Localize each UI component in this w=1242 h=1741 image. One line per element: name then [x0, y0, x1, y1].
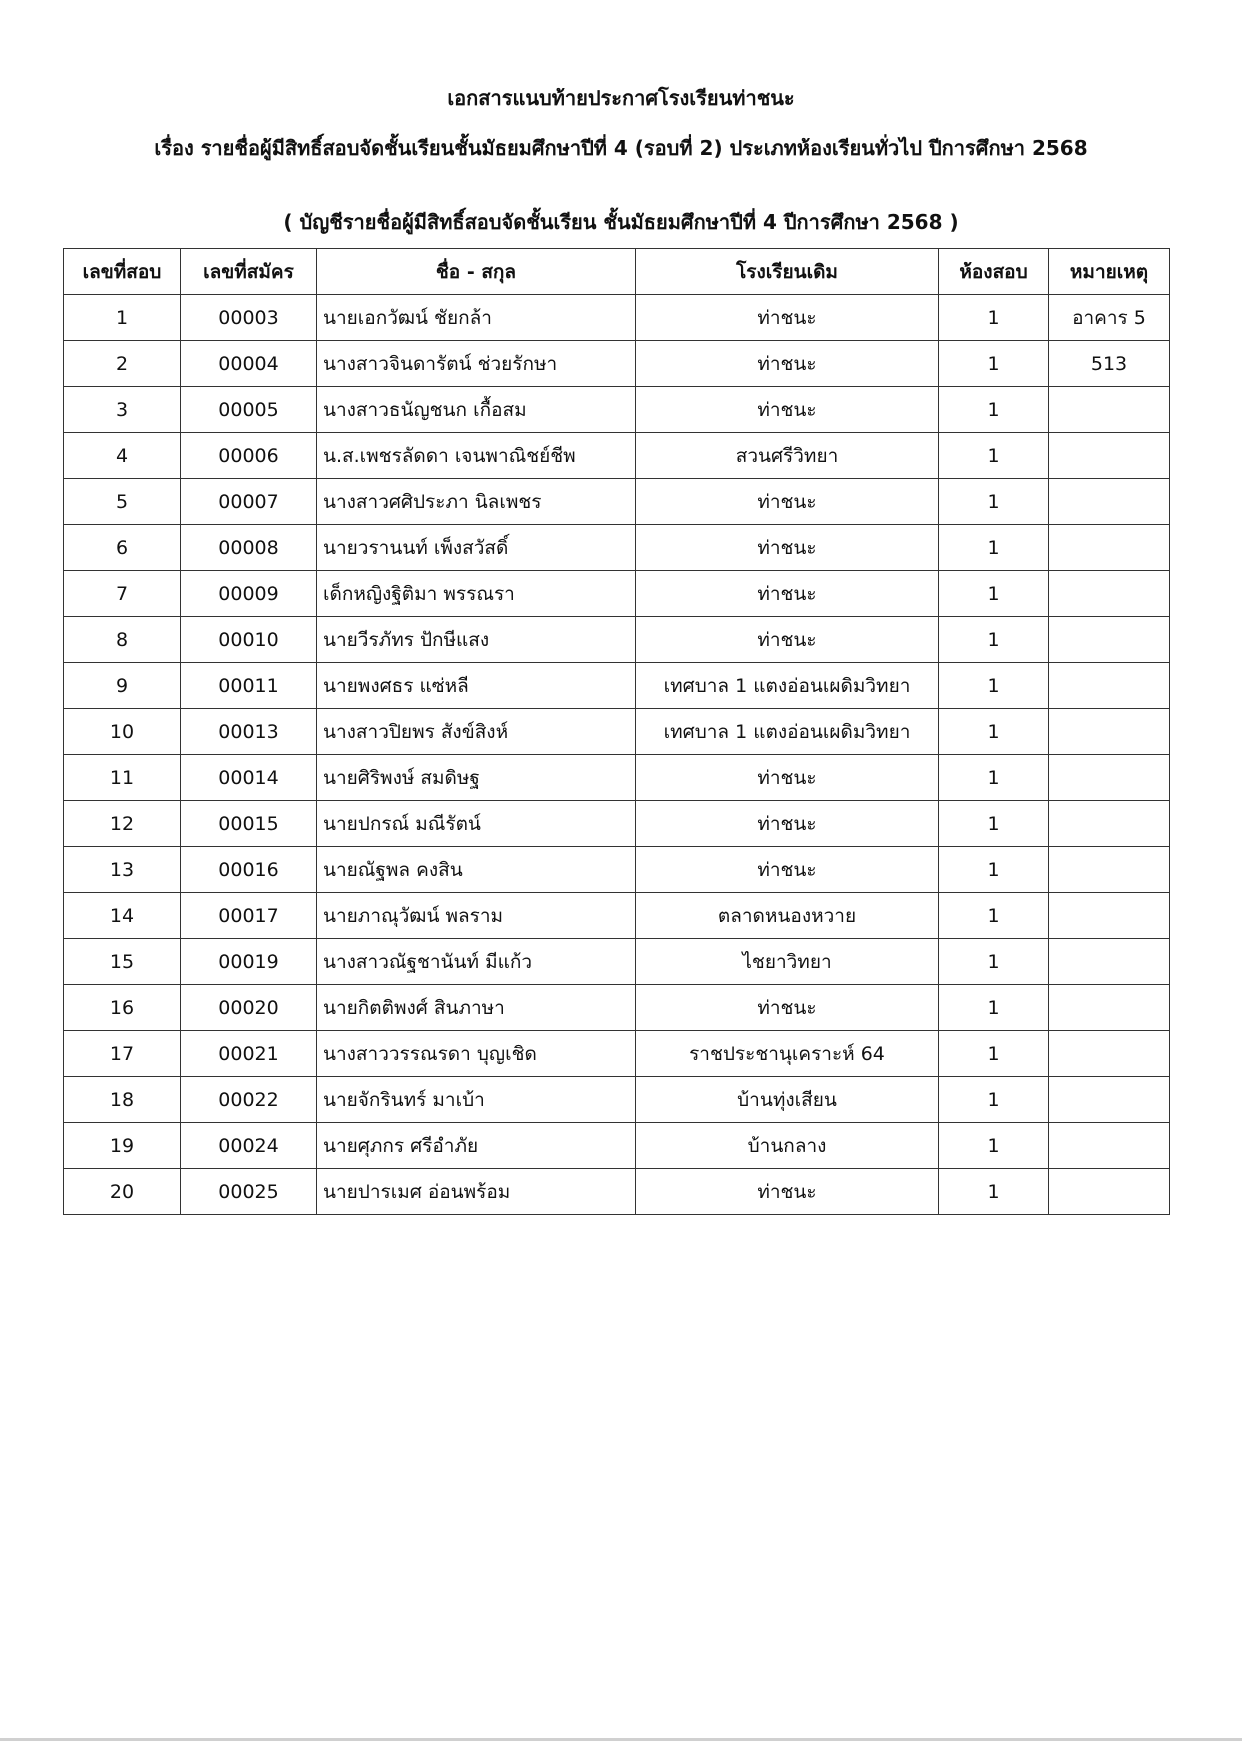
- cell-full-name: นางสาววรรณรดา บุญเชิด: [317, 1031, 636, 1077]
- cell-remarks: [1049, 1077, 1170, 1123]
- column-header-exam-room: ห้องสอบ: [939, 249, 1049, 295]
- cell-application-number: 00010: [181, 617, 317, 663]
- cell-exam-room: 1: [939, 341, 1049, 387]
- cell-exam-room: 1: [939, 1031, 1049, 1077]
- document-header-line2-text: เรื่อง รายชื่อผู้มีสิทธิ์สอบจัดชั้นเรียนชั้นมัธยมศึกษาปีที่ 4 (รอบที่ 2) ประเภทห้องเรียนทั่วไป ปีการศึกษา 2568: [154, 136, 1088, 160]
- column-header-full-name: ชื่อ - สกุล: [317, 249, 636, 295]
- cell-application-number: 00022: [181, 1077, 317, 1123]
- cell-previous-school: ตลาดหนองหวาย: [636, 893, 939, 939]
- cell-previous-school: ท่าชนะ: [636, 479, 939, 525]
- cell-previous-school: ท่าชนะ: [636, 847, 939, 893]
- cell-previous-school: ท่าชนะ: [636, 801, 939, 847]
- cell-exam-number: 12: [64, 801, 181, 847]
- cell-previous-school: ไชยาวิทยา: [636, 939, 939, 985]
- cell-exam-number: 17: [64, 1031, 181, 1077]
- cell-previous-school: เทศบาล 1 แตงอ่อนเผดิมวิทยา: [636, 663, 939, 709]
- cell-remarks: [1049, 1031, 1170, 1077]
- cell-application-number: 00013: [181, 709, 317, 755]
- cell-exam-room: 1: [939, 985, 1049, 1031]
- cell-exam-room: 1: [939, 663, 1049, 709]
- cell-full-name: นางสาวจินดารัตน์ ช่วยรักษา: [317, 341, 636, 387]
- cell-full-name: นายณัฐพล คงสิน: [317, 847, 636, 893]
- table-row: [64, 295, 1170, 341]
- cell-exam-number: 5: [64, 479, 181, 525]
- cell-application-number: 00007: [181, 479, 317, 525]
- cell-application-number: 00009: [181, 571, 317, 617]
- cell-exam-number: 2: [64, 341, 181, 387]
- cell-full-name: นายจักรินทร์ มาเบ้า: [317, 1077, 636, 1123]
- cell-remarks: [1049, 525, 1170, 571]
- cell-exam-number: 9: [64, 663, 181, 709]
- table-row: [64, 1169, 1170, 1215]
- cell-exam-number: 14: [64, 893, 181, 939]
- cell-exam-room: 1: [939, 1077, 1049, 1123]
- table-row: [64, 893, 1170, 939]
- cell-previous-school: ท่าชนะ: [636, 525, 939, 571]
- cell-application-number: 00014: [181, 755, 317, 801]
- cell-full-name: เด็กหญิงฐิติมา พรรณรา: [317, 571, 636, 617]
- cell-previous-school: บ้านกลาง: [636, 1123, 939, 1169]
- table-row: [64, 387, 1170, 433]
- cell-exam-room: 1: [939, 1123, 1049, 1169]
- cell-full-name: นายพงศธร แซ่หลี: [317, 663, 636, 709]
- cell-full-name: น.ส.เพชรลัดดา เจนพาณิชย์ชีพ: [317, 433, 636, 479]
- cell-application-number: 00004: [181, 341, 317, 387]
- cell-application-number: 00015: [181, 801, 317, 847]
- table-row: [64, 663, 1170, 709]
- cell-exam-room: 1: [939, 755, 1049, 801]
- cell-remarks: [1049, 571, 1170, 617]
- column-header-remarks: หมายเหตุ: [1049, 249, 1170, 295]
- cell-application-number: 00006: [181, 433, 317, 479]
- cell-exam-number: 10: [64, 709, 181, 755]
- cell-full-name: นายเอกวัฒน์ ชัยกล้า: [317, 295, 636, 341]
- table-row: [64, 479, 1170, 525]
- cell-full-name: นายวรานนท์ เพ็งสวัสดิ์: [317, 525, 636, 571]
- cell-exam-number: 11: [64, 755, 181, 801]
- cell-remarks: อาคาร 5: [1049, 295, 1170, 341]
- cell-exam-room: 1: [939, 295, 1049, 341]
- column-header-application-number: เลขที่สมัคร: [181, 249, 317, 295]
- cell-full-name: นายวีรภัทร ปักษีแสง: [317, 617, 636, 663]
- table-row: [64, 341, 1170, 387]
- cell-full-name: นางสาวณัฐชานันท์ มีแก้ว: [317, 939, 636, 985]
- cell-remarks: [1049, 479, 1170, 525]
- cell-remarks: [1049, 1169, 1170, 1215]
- table-row: [64, 525, 1170, 571]
- cell-application-number: 00017: [181, 893, 317, 939]
- cell-exam-number: 19: [64, 1123, 181, 1169]
- table-header-row: [64, 249, 1170, 295]
- exam-roster-table: [63, 248, 1170, 1215]
- cell-application-number: 00016: [181, 847, 317, 893]
- cell-full-name: นายศุภกร ศรีอำภัย: [317, 1123, 636, 1169]
- cell-exam-room: 1: [939, 617, 1049, 663]
- table-row: [64, 1077, 1170, 1123]
- cell-full-name: นายปกรณ์ มณีรัตน์: [317, 801, 636, 847]
- cell-exam-room: 1: [939, 939, 1049, 985]
- cell-remarks: [1049, 893, 1170, 939]
- cell-exam-room: 1: [939, 479, 1049, 525]
- cell-full-name: นายศิริพงษ์ สมดิษฐ: [317, 755, 636, 801]
- cell-exam-room: 1: [939, 709, 1049, 755]
- cell-full-name: นายภาณุวัฒน์ พลราม: [317, 893, 636, 939]
- cell-application-number: 00003: [181, 295, 317, 341]
- cell-previous-school: เทศบาล 1 แตงอ่อนเผดิมวิทยา: [636, 709, 939, 755]
- cell-application-number: 00019: [181, 939, 317, 985]
- cell-exam-number: 13: [64, 847, 181, 893]
- cell-application-number: 00008: [181, 525, 317, 571]
- table-row: [64, 939, 1170, 985]
- column-header-previous-school: โรงเรียนเดิม: [636, 249, 939, 295]
- cell-exam-number: 6: [64, 525, 181, 571]
- table-row: [64, 433, 1170, 479]
- table-body: [64, 295, 1170, 1215]
- cell-remarks: [1049, 709, 1170, 755]
- cell-previous-school: ท่าชนะ: [636, 341, 939, 387]
- cell-remarks: [1049, 663, 1170, 709]
- table-row: [64, 571, 1170, 617]
- cell-exam-number: 3: [64, 387, 181, 433]
- table-row: [64, 847, 1170, 893]
- cell-exam-room: 1: [939, 1169, 1049, 1215]
- document-header-line2: [0, 132, 1242, 164]
- cell-previous-school: ท่าชนะ: [636, 1169, 939, 1215]
- table-row: [64, 801, 1170, 847]
- cell-previous-school: บ้านทุ่งเสียน: [636, 1077, 939, 1123]
- cell-previous-school: ท่าชนะ: [636, 985, 939, 1031]
- cell-application-number: 00021: [181, 1031, 317, 1077]
- cell-exam-number: 20: [64, 1169, 181, 1215]
- cell-exam-number: 8: [64, 617, 181, 663]
- cell-previous-school: ราชประชานุเคราะห์ 64: [636, 1031, 939, 1077]
- cell-previous-school: ท่าชนะ: [636, 571, 939, 617]
- cell-exam-number: 15: [64, 939, 181, 985]
- cell-exam-room: 1: [939, 847, 1049, 893]
- cell-remarks: [1049, 939, 1170, 985]
- cell-full-name: นางสาวศศิประภา นิลเพชร: [317, 479, 636, 525]
- cell-previous-school: ท่าชนะ: [636, 617, 939, 663]
- cell-full-name: นายกิตติพงศ์ สินภาษา: [317, 985, 636, 1031]
- cell-previous-school: ท่าชนะ: [636, 755, 939, 801]
- cell-full-name: นางสาวปิยพร สังข์สิงห์: [317, 709, 636, 755]
- cell-remarks: [1049, 847, 1170, 893]
- cell-previous-school: ท่าชนะ: [636, 387, 939, 433]
- cell-application-number: 00005: [181, 387, 317, 433]
- table-row: [64, 985, 1170, 1031]
- cell-remarks: [1049, 433, 1170, 479]
- table-row: [64, 1031, 1170, 1077]
- table-row: [64, 755, 1170, 801]
- cell-application-number: 00025: [181, 1169, 317, 1215]
- cell-exam-number: 16: [64, 985, 181, 1031]
- cell-previous-school: ท่าชนะ: [636, 295, 939, 341]
- cell-full-name: นายปารเมศ อ่อนพร้อม: [317, 1169, 636, 1215]
- cell-remarks: [1049, 617, 1170, 663]
- document-header-line1: เอกสารแนบท้ายประกาศโรงเรียนท่าชนะ: [447, 86, 795, 110]
- cell-application-number: 00011: [181, 663, 317, 709]
- cell-remarks: [1049, 755, 1170, 801]
- cell-exam-room: 1: [939, 433, 1049, 479]
- cell-remarks: [1049, 1123, 1170, 1169]
- roster-table-title: ( บัญชีรายชื่อผู้มีสิทธิ์สอบจัดชั้นเรียน ชั้นมัธยมศึกษาปีที่ 4 ปีการศึกษา 2568 ): [283, 210, 959, 234]
- cell-exam-room: 1: [939, 525, 1049, 571]
- cell-application-number: 00024: [181, 1123, 317, 1169]
- column-header-exam-number: เลขที่สอบ: [64, 249, 181, 295]
- table-row: [64, 617, 1170, 663]
- cell-exam-number: 4: [64, 433, 181, 479]
- cell-exam-room: 1: [939, 801, 1049, 847]
- cell-exam-room: 1: [939, 893, 1049, 939]
- cell-exam-room: 1: [939, 387, 1049, 433]
- cell-exam-room: 1: [939, 571, 1049, 617]
- cell-remarks: [1049, 387, 1170, 433]
- cell-exam-number: 1: [64, 295, 181, 341]
- cell-application-number: 00020: [181, 985, 317, 1031]
- cell-exam-number: 7: [64, 571, 181, 617]
- cell-remarks: [1049, 985, 1170, 1031]
- table-row: [64, 1123, 1170, 1169]
- cell-full-name: นางสาวธนัญชนก เกื้อสม: [317, 387, 636, 433]
- cell-remarks: 513: [1049, 341, 1170, 387]
- table-row: [64, 709, 1170, 755]
- cell-previous-school: สวนศรีวิทยา: [636, 433, 939, 479]
- cell-exam-number: 18: [64, 1077, 181, 1123]
- cell-remarks: [1049, 801, 1170, 847]
